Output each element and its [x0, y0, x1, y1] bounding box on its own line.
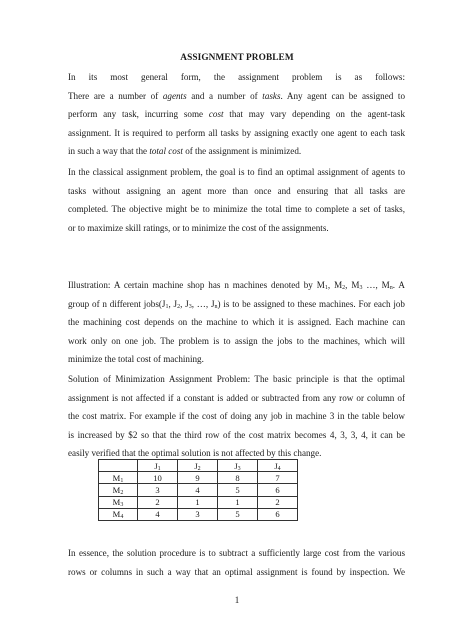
text-line: the cost matrix. For example if the cost of doing any job in machine 3 in the table below	[68, 411, 405, 422]
text-line: completed. The objective might be to minimize the total time to complete a set of tasks,	[68, 204, 405, 215]
row-header: $M_2$	[99, 484, 138, 496]
text-line: assignment is not affected if a constant is added or subtracted from any row or column of	[68, 392, 405, 403]
text-line: Solution of Minimization Assignment Problem: The basic principle is that the optimal	[68, 374, 405, 384]
page-number: 1	[234, 595, 240, 605]
solution-paragraph	[68, 370, 405, 463]
table-cell: 9	[178, 472, 218, 484]
text-line: There are a number of agents and a number of tasks. Any agent can be assigned to	[68, 90, 405, 101]
text-line: is increased by $2 so that the third row of the cost matrix becomes 4, 3, 3, 4, it can be	[68, 429, 405, 440]
text-line: easily verified that the optimal solution is not affected by this change.	[68, 448, 322, 459]
text-line: group of n different $jobs(J_1$, $J_2$, $J_3$, …, $J_n$) is to be assigned to these machines. For each job	[68, 298, 405, 310]
text-line: In the classical assignment problem, the goal is to find an optimal assignment of agents to	[68, 167, 405, 177]
table-cell: 3	[178, 508, 218, 520]
text-line: assignment. It is required to perform all tasks by assigning exactly one agent to each task	[68, 127, 405, 138]
text-line: the machining cost depends on the machine to which it is assigned. Each machine can	[68, 317, 405, 328]
text-line: In its most general form, the assignment problem is as follows:	[68, 72, 405, 82]
intro-paragraph	[68, 68, 405, 161]
classical-problem-paragraph	[68, 163, 405, 237]
text-line: rows or columns in such a way that an optimal assignment is found by inspection. We	[68, 566, 405, 577]
page-title: ASSIGNMENT PROBLEM	[180, 53, 294, 63]
text-line: or to maximize skill ratings, or to minimize the cost of the assignments.	[68, 222, 329, 233]
table-cell: 1	[178, 496, 218, 508]
text-line: tasks without assigning an agent more than once and ensuring that all tasks are	[68, 185, 405, 196]
column-header: $J_3$	[218, 460, 258, 472]
text-line: Illustration: A certain machine shop has n machines denoted by $M_1$, $M_2$, $M_3$ …, $M_n$. A	[68, 280, 405, 291]
table-cell: 6	[258, 484, 298, 496]
table-cell: 1	[218, 496, 258, 508]
table-header-row	[99, 460, 298, 472]
table-cell: 10	[138, 472, 178, 484]
table-corner-cell	[99, 460, 138, 472]
table-cell: 4	[138, 508, 178, 520]
table-row	[99, 496, 298, 508]
row-header: $M_4$	[99, 508, 138, 520]
text-line: in such a way that the total cost of the assignment is minimized.	[68, 146, 302, 157]
table-cell: 8	[218, 472, 258, 484]
table-cell: 7	[258, 472, 298, 484]
table-cell: 2	[258, 496, 298, 508]
row-header: $M_1$	[99, 472, 138, 484]
column-header: $J_2$	[178, 460, 218, 472]
table-row	[99, 508, 298, 520]
table-row	[99, 472, 298, 484]
table-cell: 5	[218, 484, 258, 496]
table-cell: 6	[258, 508, 298, 520]
procedure-paragraph	[68, 544, 405, 581]
text-line: work only on one job. The problem is to assign the jobs to the machines, which will	[68, 335, 405, 346]
illustration-paragraph	[68, 276, 405, 369]
text-line: perform any task, incurring some cost that may vary depending on the agent-task	[68, 109, 405, 120]
table-cell: 5	[218, 508, 258, 520]
text-line: minimize the total cost of machining.	[68, 354, 204, 365]
text-line: In essence, the solution procedure is to subtract a sufficiently large cost from the various	[68, 548, 405, 558]
column-header: $J_4$	[258, 460, 298, 472]
row-header: $M_3$	[99, 496, 138, 508]
cost-matrix-table	[98, 459, 298, 521]
table-cell: 3	[138, 484, 178, 496]
table-cell: 4	[178, 484, 218, 496]
column-header: $J_1$	[138, 460, 178, 472]
table-row	[99, 484, 298, 496]
table-cell: 2	[138, 496, 178, 508]
